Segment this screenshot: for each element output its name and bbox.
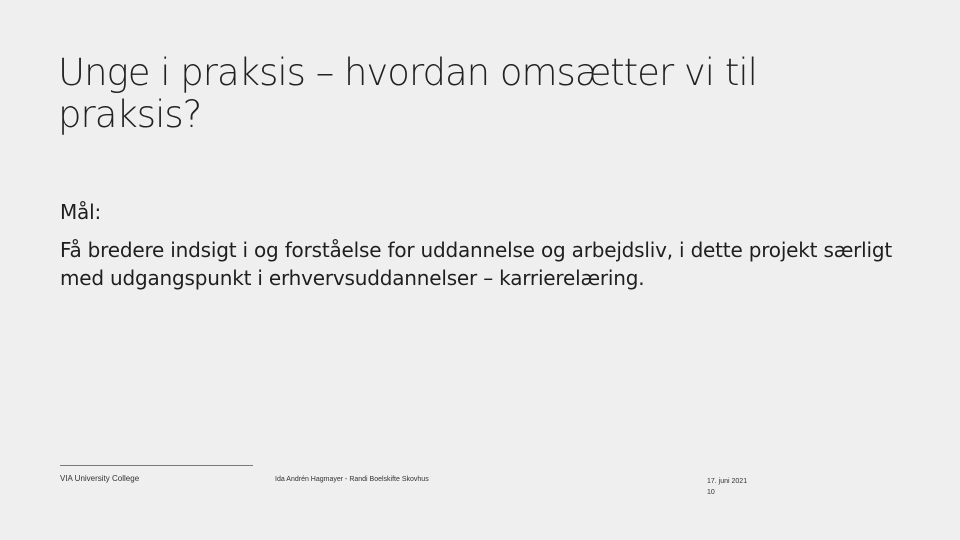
footer-divider [60, 465, 253, 466]
slide-title: Unge i praksis – hvordan omsætter vi til praksis? [58, 51, 757, 136]
footer-authors: Ida Andrén Hagmayer - Randi Boelskifte Skovhus [275, 476, 429, 483]
footer-date: 17. juni 2021 [707, 478, 748, 485]
footer-organization: VIA University College [60, 474, 140, 483]
goal-text: Få bredere indsigt i og forståelse for uddannelse og arbejdsliv, i dette projekt særligt med udgangspunkt i erhvervsuddannelser – karrierelæring. [60, 238, 892, 290]
goal-heading: Mål: [60, 200, 102, 224]
page-number: 10 [707, 489, 715, 496]
footer-meta [707, 476, 747, 498]
slide-body [60, 198, 900, 292]
